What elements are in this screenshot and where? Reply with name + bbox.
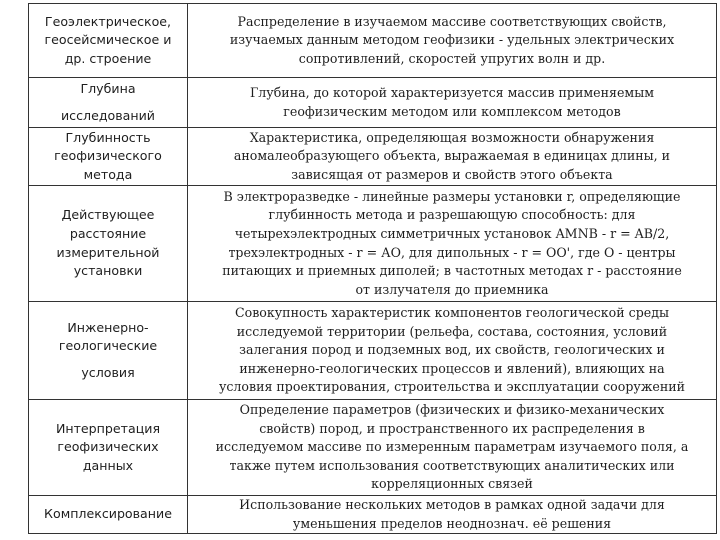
term-line: геофизических [57,439,159,455]
glossary-table [28,3,717,534]
term-line: установки [73,263,143,279]
definition-line: исследуемом массиве по измеренным параметрам изучаемого поля, а [215,439,689,455]
definition-line: Совокупность характеристик компонентов геологической среды [235,305,669,321]
term-line: исследований [61,107,155,123]
definition-cell [188,302,717,400]
term-line: данных [82,457,134,473]
definition-line: изучаемых данным методом геофизики - удельных электрических [229,32,675,48]
definition-line: условия проектирования, строительства и эксплуатации сооружений [218,379,686,395]
table-row [29,128,717,186]
term-cell [29,78,188,128]
definition-line: питающих и приемных диполей; в частотных методах r - расстояние [222,263,682,279]
definition-line: четырехэлектродных симметричных установок AMNB - r = AB/2, [234,225,670,241]
term-line: условия [81,364,135,380]
definition-line: Глубина, до которой характеризуется массив применяемым [249,84,655,100]
term-line: Интерпретация [55,420,161,436]
definition-line: уменьшения пределов неоднознач. её решения [292,515,612,531]
table-row [29,186,717,302]
definition-line: трехэлектродных - r = АО, для дипольных - r = ОО', где О - центры [228,244,676,260]
term-cell [29,400,188,496]
table-row [29,78,717,128]
term-cell [29,302,188,400]
definition-line: свойств) пород, и пространственного их распределения в [259,420,645,436]
definition-line: корреляционных связей [371,476,533,492]
term-line: Глубинность [65,129,151,145]
definition-line: также путем использования соответствующих аналитических или [229,457,675,473]
definition-cell [188,400,717,496]
term-line: Глубина [80,80,136,96]
definition-cell [188,496,717,534]
table-row [29,302,717,400]
definition-line: Распределение в изучаемом массиве соответствующих свойств, [237,13,667,29]
term-cell [29,496,188,534]
term-line: геологические [58,338,158,354]
definition-cell [188,4,717,78]
term-cell [29,128,188,186]
definition-cell [188,128,717,186]
definition-line: от излучателя до приемника [355,281,549,297]
term-line: Действующее [61,207,155,223]
table-row [29,496,717,534]
definition-line: исследуемой территории (рельефа, состава, состояния, условий [236,323,668,339]
definition-line: геофизическим методом или комплексом методов [283,103,621,119]
definition-cell [188,186,717,302]
term-line: Инженерно- [67,319,149,335]
definition-line: инженерно-геологических процессов и явлений), влияющих на [239,360,665,376]
term-line: Комплексирование [44,506,172,522]
table-row [29,400,717,496]
term-line: метода [83,166,133,182]
term-line: др. строение [64,50,152,66]
term-line: геосейсмическое и [44,32,172,48]
definition-cell [188,78,717,128]
definition-line: глубинность метода и разрешающую способность: для [268,207,636,223]
term-line: геофизического [54,148,162,164]
definition-line: аномалеобразующего объекта, выражаемая в единицах длины, и [233,148,671,164]
term-cell [29,186,188,302]
definition-line: залегания пород и подземных вод, их свойств, геологических и [239,342,665,358]
definition-line: зависящая от размеров и свойств этого объекта [291,166,613,182]
table-row [29,4,717,78]
definition-line: Использование нескольких методов в рамках одной задачи для [239,497,665,512]
term-line: Геоэлектрическое, [44,13,172,29]
definition-line: сопротивлений, скоростей упругих волн и др. [298,50,606,66]
term-cell [29,4,188,78]
definition-line: Определение параметров (физических и физико-механических [239,402,665,418]
term-line: измерительной [56,244,160,260]
term-line: расстояние [69,225,147,241]
definition-line: В электроразведке - линейные размеры установки r, определяющие [223,188,681,204]
definition-line: Характеристика, определяющая возможности обнаружения [249,129,655,145]
